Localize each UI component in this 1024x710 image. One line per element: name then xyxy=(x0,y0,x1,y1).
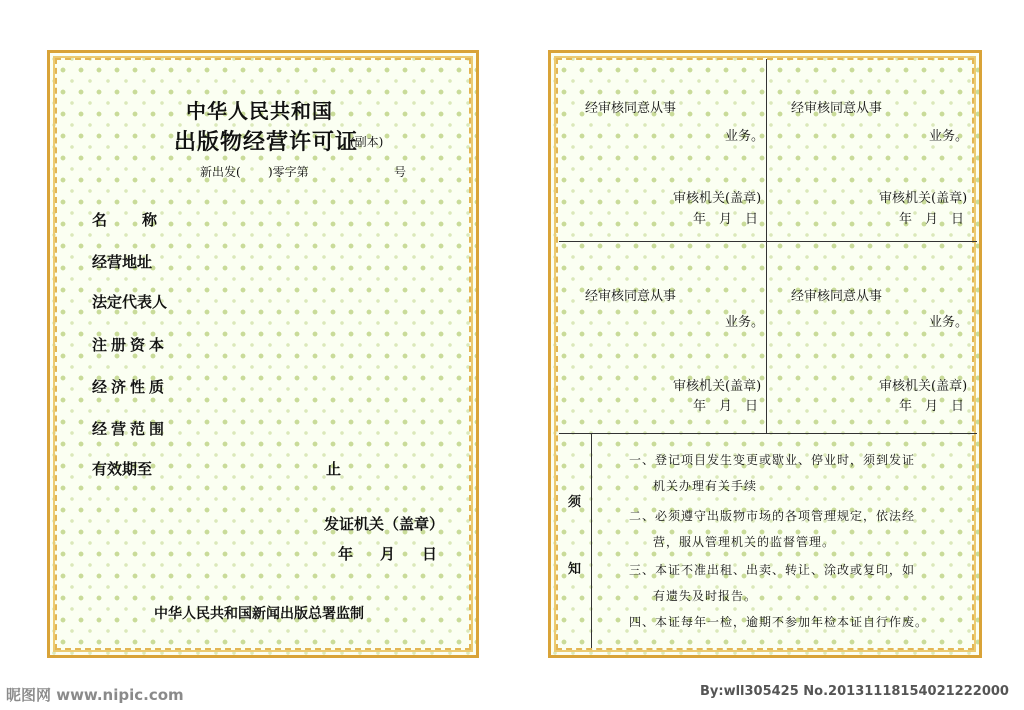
license-front-page xyxy=(47,50,479,658)
review-date: 年 月 日 xyxy=(693,399,759,414)
approval-text: 经审核同意从事 xyxy=(791,101,883,116)
issue-date-year: 年 xyxy=(338,545,354,563)
site-watermark: 昵图网 www.nipic.com xyxy=(6,686,184,704)
business-text: 业务。 xyxy=(929,315,969,330)
notice-item: 营，服从管理机关的监督管理。 xyxy=(653,535,836,549)
notice-item: 机关办理有关手续 xyxy=(653,479,758,493)
business-text: 业务。 xyxy=(929,129,969,144)
approval-text: 经审核同意从事 xyxy=(585,289,677,304)
business-text: 业务。 xyxy=(725,315,765,330)
footer-supervisor: 中华人民共和国新闻出版总署监制 xyxy=(154,606,364,622)
issuer-seal: 发证机关（盖章） xyxy=(324,515,445,533)
grid-vertical-line xyxy=(766,59,767,433)
field-nature: 经济性质 xyxy=(92,378,169,396)
notice-item: 三、本证不准出租、出卖、转让、涂改或复印，如 xyxy=(629,563,916,577)
license-back-page xyxy=(548,50,982,658)
field-legal-rep: 法定代表人 xyxy=(92,293,168,311)
issue-date-day: 日 xyxy=(422,545,438,563)
field-capital: 注册资本 xyxy=(92,336,169,354)
title-country: 中华人民共和国 xyxy=(186,99,333,123)
grid-horizontal-line xyxy=(559,433,977,434)
notice-item: 二、必须遵守出版物市场的各项管理规定，依法经 xyxy=(629,509,916,523)
approval-text: 经审核同意从事 xyxy=(585,101,677,116)
review-date: 年 月 日 xyxy=(899,399,965,414)
copy-label: (副本) xyxy=(350,135,384,149)
review-org-seal: 审核机关(盖章) xyxy=(879,379,968,394)
field-address: 经营地址 xyxy=(92,253,153,271)
field-validity: 有效期至 xyxy=(92,460,153,478)
review-org-seal: 审核机关(盖章) xyxy=(879,191,968,206)
notice-item: 四、本证每年一检，逾期不参加年检本证自行作废。 xyxy=(629,615,929,629)
review-date: 年 月 日 xyxy=(899,212,965,227)
review-org-seal: 审核机关(盖章) xyxy=(673,191,762,206)
approval-text: 经审核同意从事 xyxy=(791,289,883,304)
notice-label-char: 知 xyxy=(568,562,582,577)
license-number-mid: )零字第 xyxy=(268,165,309,179)
notice-divider-line xyxy=(591,433,592,648)
field-until: 止 xyxy=(326,460,342,478)
grid-horizontal-line xyxy=(559,241,977,242)
review-org-seal: 审核机关(盖章) xyxy=(673,379,762,394)
title-license: 出版物经营许可证 xyxy=(174,129,359,155)
license-number-prefix: 新出发( xyxy=(200,165,241,179)
field-scope: 经营范围 xyxy=(92,420,169,438)
notice-item: 有遗失及时报告。 xyxy=(653,589,758,603)
notice-item: 一、登记项目发生变更或歇业、停业时，须到发证 xyxy=(629,453,916,467)
field-name: 名 称 xyxy=(92,211,168,229)
image-id-watermark: By:wll305425 No.20131118154021222000 xyxy=(700,684,1009,699)
review-date: 年 月 日 xyxy=(693,212,759,227)
license-number-suffix: 号 xyxy=(394,165,407,179)
notice-label-char: 须 xyxy=(568,495,582,510)
issue-date-month: 月 xyxy=(380,545,396,563)
business-text: 业务。 xyxy=(725,129,765,144)
